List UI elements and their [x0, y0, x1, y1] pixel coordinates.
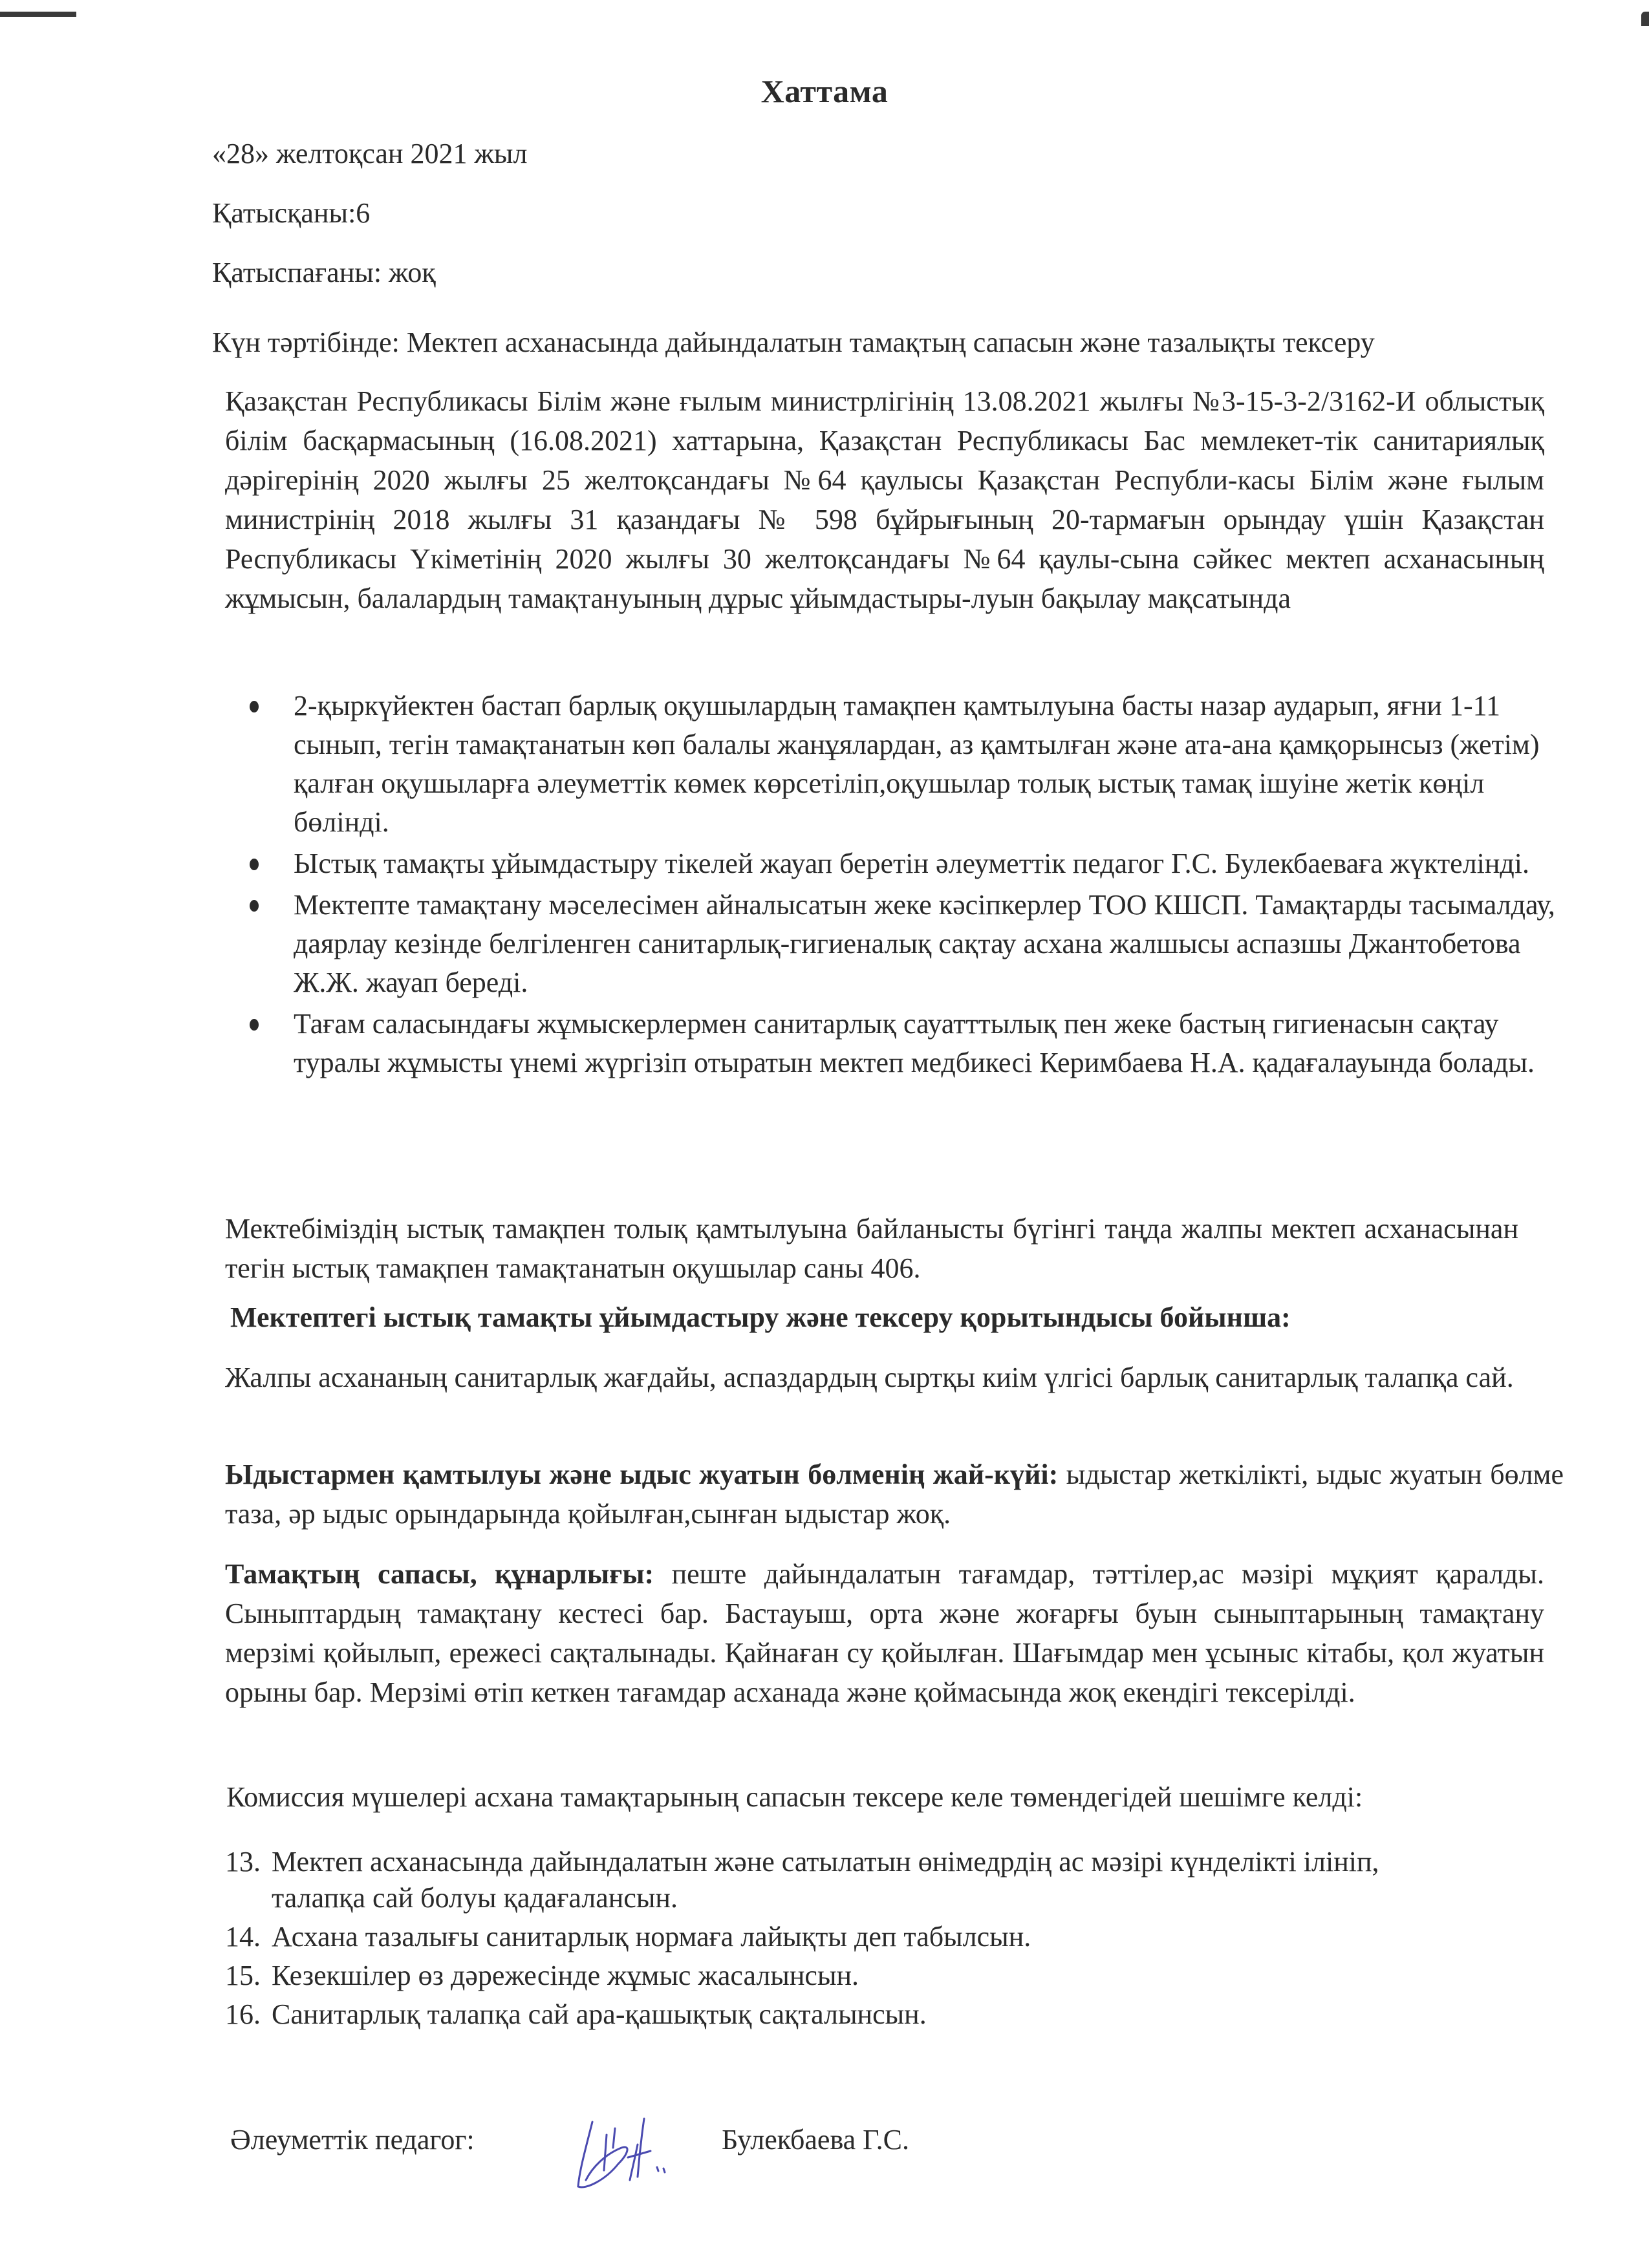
handwritten-signature — [566, 2109, 689, 2193]
sanitary-paragraph: Жалпы асхананың санитарлық жағдайы, аспаздардың сыртқы киім үлгісі барлық санитарлық талапқа сай. — [225, 1362, 1514, 1393]
decision-item: 13. Мектеп асханасында дайындалатын және сатылатын өнімедрдің ас мәзірі күнделікті ілініп, талапқа сай болуы қадағалансын. — [225, 1846, 1379, 1914]
bullet-item: 2-қыркүйектен бастап барлық оқушылардың тамақпен қамтылуына басты назар аударып, яғни 1-11 сынып, тегін тамақтанатын көп балалы жанұялардан, аз қамтылған және ата-ана қамқорынсыз (жетім) қалған оқушыларға әлеуметтік көмек көрсетіліп,оқушылар толық ыстық тамақ ішуіне жетік көңіл бөлінді. — [250, 687, 1569, 842]
results-heading: Мектептегі ыстық тамақты ұйымдастыру және тексеру қорытындысы бойынша: — [230, 1301, 1291, 1333]
bullet-item: Тағам саласындағы жұмыскерлермен санитарлық сауатттылық пен жеке бастың гигиенасын сақтау туралы жұмысты үнемі жүргізіп отыратын мектеп медбикесі Керимбаева Н.А. қадағалауында болады. — [250, 1005, 1569, 1082]
decision-item: 14. Асхана тазалығы санитарлық нормаға лайықты деп табылсын. — [225, 1921, 1031, 1952]
meeting-date: «28» желтоқсан 2021 жыл — [212, 138, 528, 169]
bullet-item: Ыстық тамақты ұйымдастыру тікелей жауап беретін әлеуметтік педагог Г.С. Булекбаеваға жүктелінді. — [250, 844, 1569, 883]
dishes-text: ыдыстар жеткілікті, ыдыс жуатын бөлме таза, әр ыдыс орындарында қойылған,сынған ыдыстар жоқ. — [225, 1459, 1564, 1530]
agenda: Күн тәртібінде: Мектеп асханасында дайындалатын тамақтың сапасын және тазалықты тексеру — [212, 326, 1375, 358]
bullet-icon — [250, 1019, 259, 1031]
decision-item: 15. Кезекшілер өз дәрежесінде жұмыс жасалынсын. — [225, 1960, 859, 1991]
bullet-icon — [250, 900, 259, 912]
attended-count: Қатысқаны:6 — [212, 197, 371, 229]
quality-text: пеште дайындалатын тағамдар, тәттілер,ас мәзірі мұқият қаралды. Сыныптардың тамақтану кестесі бар. Бастауыш, орта және жоғарғы буын сыныптарының тамақтану мерзімі қойылып, ережесі сақталынады. Қайнаған су қойылған. Шағымдар мен ұсыныс кітабы, қол жуатын орыны бар. Мерзімі өтіп кеткен тағамдар асханада және қоймасында жоқ екендігі тексерілді. — [225, 1558, 1544, 1708]
absent-count: Қатыспағаны: жоқ — [212, 257, 436, 288]
bullet-icon — [250, 859, 259, 870]
decision-intro: Комиссия мүшелері асхана тамақтарының сапасын тексере келе төмендегідей шешімге келді: — [226, 1781, 1363, 1813]
signatory-name: Булекбаева Г.С. — [722, 2124, 909, 2156]
signature-block — [230, 2109, 1006, 2199]
dishes-label: Ыдыстармен қамтылуы және ыдыс жуатын бөлменің жай-күйі: — [225, 1459, 1059, 1490]
decision-list — [225, 1844, 1480, 2035]
quality-paragraph — [225, 1554, 1544, 1712]
signature-role: Әлеуметтік педагог: — [230, 2124, 475, 2156]
quality-label: Тамақтың сапасы, құнарлығы: — [225, 1558, 654, 1590]
decision-item: 16. Санитарлық талапқа сай ара-қашықтық сақталынсын. — [225, 1998, 927, 2030]
coverage-paragraph: Мектебіміздің ыстық тамақпен толық қамтылуына байланысты бүгінгі таңда жалпы мектеп асханасынан тегін ыстық тамақпен тамақтанатын оқушылар саны 406. — [225, 1213, 1518, 1284]
document-title: Хаттама — [760, 73, 889, 109]
bullet-list — [250, 687, 1569, 1085]
bullet-icon — [250, 701, 259, 712]
dishes-paragraph — [225, 1455, 1564, 1534]
intro-paragraph: Қазақстан Республикасы Білім және ғылым министрлігінің 13.08.2021 жылғы №3-15-3-2/3162-И облыстық білім басқармасының (16.08.2021) хаттарына, Қазақстан Республикасы Бас мемлекет-тік санитариялық дәрігерінің 2020 жылғы 25 желтоқсандағы №64 қаулысы Қазақстан Республи-касы Білім және ғылым министрінің 2018 жылғы 31 қазандағы № 598 бұйрығының 20-тармағын орындау үшін Қазақстан Республикасы Үкіметінің 2020 жылғы 30 желтоқсандағы №64 қаулы-сына сәйкес мектеп асханасының жұмысын, балалардың тамақтануының дұрыс ұйымдастыры-луын бақылау мақсатында — [225, 385, 1544, 614]
bullet-item: Мектепте тамақтану мәселесімен айналысатын жеке кәсіпкерлер ТОО КШСП. Тамақтарды тасымалдау, даярлау кезінде белгіленген санитарлық-гигиеналық сақтау асхана жалшысы аспазшы Джантобетова Ж.Ж. жауап береді. — [250, 886, 1569, 1002]
